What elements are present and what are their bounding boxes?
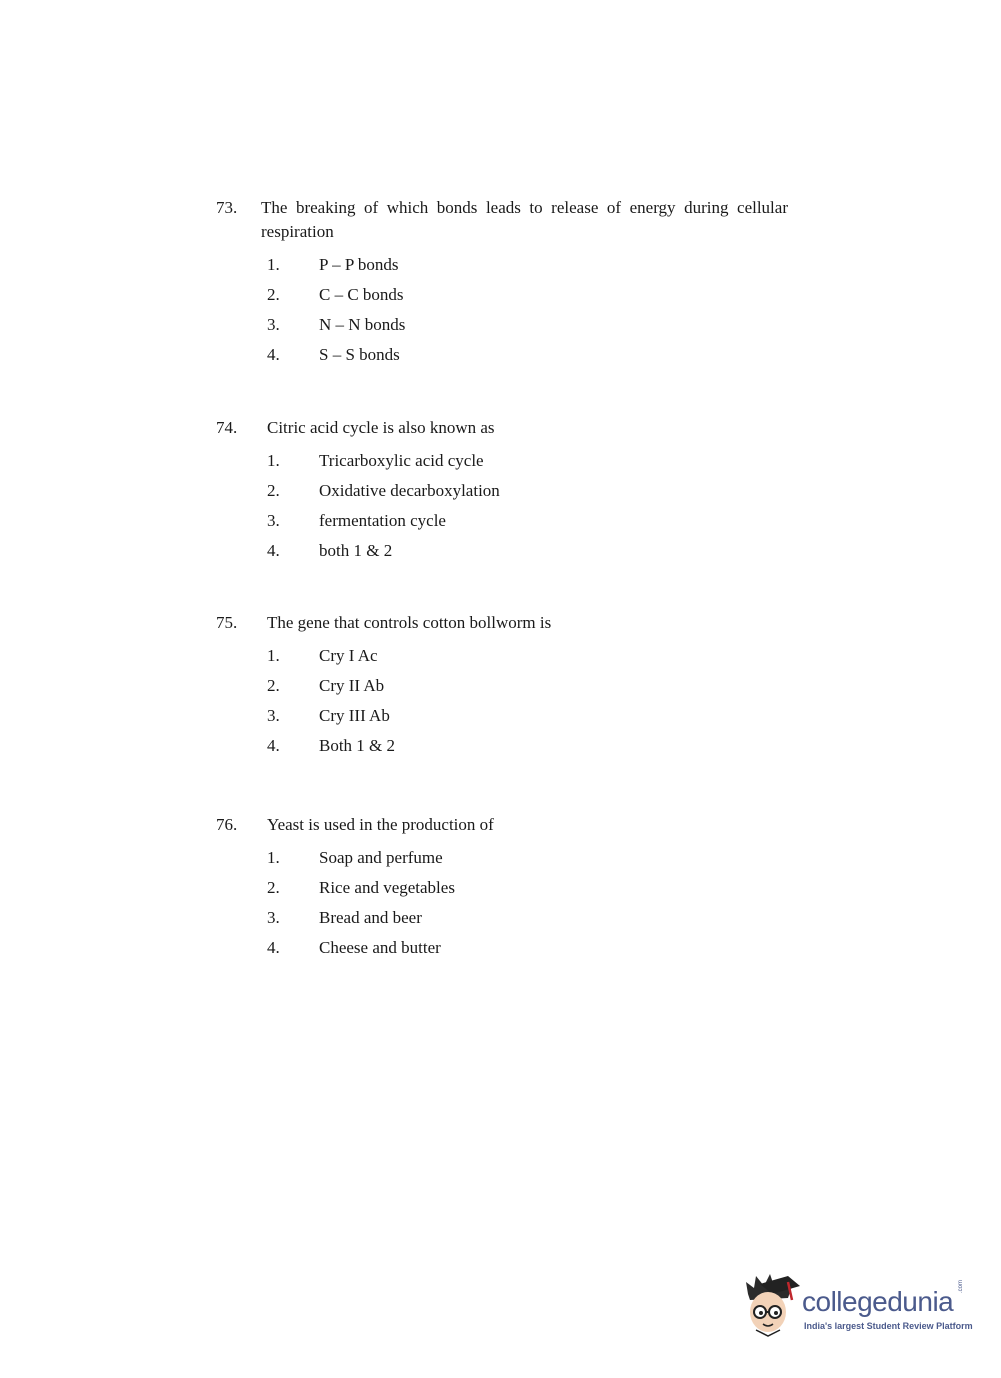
option-text: Tricarboxylic acid cycle xyxy=(319,451,484,470)
option-number: 4. xyxy=(267,736,280,755)
option-number: 3. xyxy=(267,706,280,725)
option-item xyxy=(216,476,788,506)
question-text: Yeast is used in the production of xyxy=(267,815,494,834)
option-list xyxy=(216,843,788,963)
option-item xyxy=(216,506,788,536)
option-item xyxy=(216,933,788,963)
option-number: 4. xyxy=(267,541,280,560)
option-text: Oxidative decarboxylation xyxy=(319,481,500,500)
logo-suffix: .com xyxy=(958,1279,964,1293)
option-item xyxy=(216,731,788,761)
question-75 xyxy=(216,611,788,761)
option-item xyxy=(216,671,788,701)
option-number: 4. xyxy=(267,938,280,957)
option-item xyxy=(216,843,788,873)
option-text: Soap and perfume xyxy=(319,848,443,867)
logo-tagline: India's largest Student Review Platform xyxy=(804,1321,973,1331)
option-number: 1. xyxy=(267,255,280,274)
option-list xyxy=(216,250,788,370)
option-text: P – P bonds xyxy=(319,255,399,274)
question-text: The gene that controls cotton bollworm is xyxy=(267,613,552,632)
option-number: 3. xyxy=(267,511,280,530)
option-number: 1. xyxy=(267,848,280,867)
logo-brand: collegedunia xyxy=(802,1286,954,1317)
option-text: Bread and beer xyxy=(319,908,422,927)
option-number: 3. xyxy=(267,315,280,334)
option-number: 2. xyxy=(267,481,280,500)
option-number: 2. xyxy=(267,285,280,304)
option-text: Cry I Ac xyxy=(319,646,378,665)
option-text: Rice and vegetables xyxy=(319,878,455,897)
question-76 xyxy=(216,813,788,963)
option-text: both 1 & 2 xyxy=(319,541,393,560)
option-text: N – N bonds xyxy=(319,315,406,334)
option-text: Both 1 & 2 xyxy=(319,736,396,755)
option-item xyxy=(216,280,788,310)
question-74 xyxy=(216,416,788,566)
option-text: Cry III Ab xyxy=(319,706,390,725)
option-item xyxy=(216,250,788,280)
option-number: 2. xyxy=(267,878,280,897)
mascot-icon xyxy=(742,1272,802,1342)
option-item xyxy=(216,446,788,476)
collegedunia-logo[interactable] xyxy=(742,1272,972,1342)
option-text: fermentation cycle xyxy=(319,511,446,530)
option-item xyxy=(216,701,788,731)
option-number: 3. xyxy=(267,908,280,927)
question-73 xyxy=(216,196,788,370)
question-number: 76. xyxy=(216,815,238,834)
option-item xyxy=(216,536,788,566)
option-item xyxy=(216,310,788,340)
option-list xyxy=(216,446,788,566)
option-number: 4. xyxy=(267,345,280,364)
option-number: 1. xyxy=(267,451,280,470)
option-text: Cry II Ab xyxy=(319,676,385,695)
option-item xyxy=(216,903,788,933)
question-number: 74. xyxy=(216,418,238,437)
option-text: Cheese and butter xyxy=(319,938,441,957)
question-text: Citric acid cycle is also known as xyxy=(267,418,495,437)
option-number: 1. xyxy=(267,646,280,665)
question-number: 75. xyxy=(216,613,238,632)
question-number: 73. xyxy=(216,198,238,217)
option-item xyxy=(216,873,788,903)
option-number: 2. xyxy=(267,676,280,695)
option-list xyxy=(216,641,788,761)
option-text: C – C bonds xyxy=(319,285,404,304)
option-item xyxy=(216,641,788,671)
question-text: The breaking of which bonds leads to release of energy during cellular respiration xyxy=(261,198,788,241)
option-text: S – S bonds xyxy=(319,345,400,364)
option-item xyxy=(216,340,788,370)
